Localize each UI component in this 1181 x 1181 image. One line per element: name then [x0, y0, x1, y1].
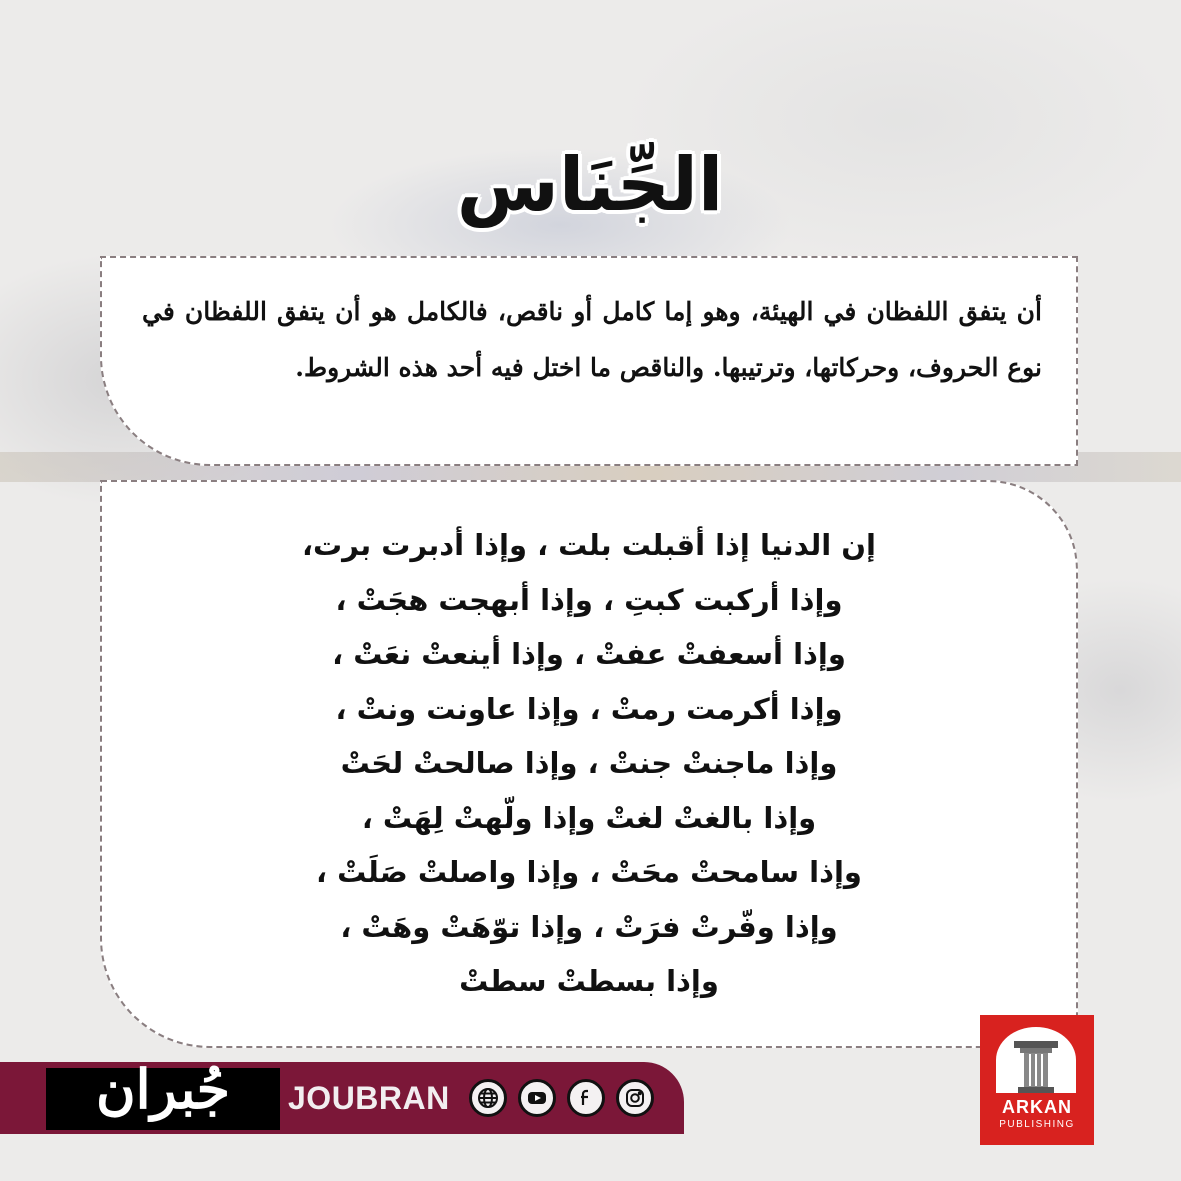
arkan-name: ARKAN	[1002, 1097, 1072, 1117]
example-line: وإذا أركبت كبتِ ، وإذا أبهجت هجَتْ ،	[335, 582, 843, 617]
example-line: وإذا سامحتْ محَتْ ، وإذا واصلتْ صَلَتْ ،	[316, 855, 862, 889]
instagram-icon[interactable]	[616, 1079, 654, 1117]
youtube-icon[interactable]	[518, 1079, 556, 1117]
joubran-logo[interactable]	[46, 1057, 280, 1130]
facebook-icon[interactable]	[567, 1079, 605, 1117]
joubran-logo-text: جُبران	[95, 1057, 231, 1121]
example-line: وإذا بالغتْ لغتْ وإذا ولّهتْ لِهَتْ ،	[361, 800, 817, 835]
column-icon	[996, 1027, 1076, 1093]
arkan-subtitle: PUBLISHING	[999, 1119, 1075, 1130]
example-line: إن الدنيا إذا أقبلت بلت ، وإذا أدبرت برت،	[302, 528, 876, 562]
example-text	[102, 518, 1076, 1009]
brand-name: JOUBRAN	[288, 1080, 450, 1116]
globe-icon[interactable]	[469, 1079, 507, 1117]
example-line: وإذا ماجنتْ جنتْ ، وإذا صالحتْ لحَتْ	[340, 746, 838, 780]
page-title: الجِّنَاس	[456, 142, 724, 228]
definition-text: أن يتفق اللفظان في الهيئة، وهو إما كامل أو ناقص، فالكامل هو أن يتفق اللفظان في نوع الحروف، وحركاتها، وترتيبها. والناقص ما اختل فيه أحد هذه الشروط.	[142, 297, 1042, 382]
arkan-logo[interactable]	[980, 1015, 1094, 1145]
example-line: وإذا أسعفتْ عفتْ ، وإذا أينعتْ نعَتْ ،	[332, 637, 846, 671]
example-line: وإذا أكرمت رمتْ ، وإذا عاونت ونتْ ،	[335, 691, 843, 726]
definition-card	[100, 256, 1078, 466]
example-line: وإذا بسطتْ سطتْ	[459, 964, 719, 998]
example-card	[100, 480, 1078, 1048]
example-line: وإذا وفّرتْ فرَتْ ، وإذا توّهَتْ وهَتْ ،	[340, 909, 838, 944]
